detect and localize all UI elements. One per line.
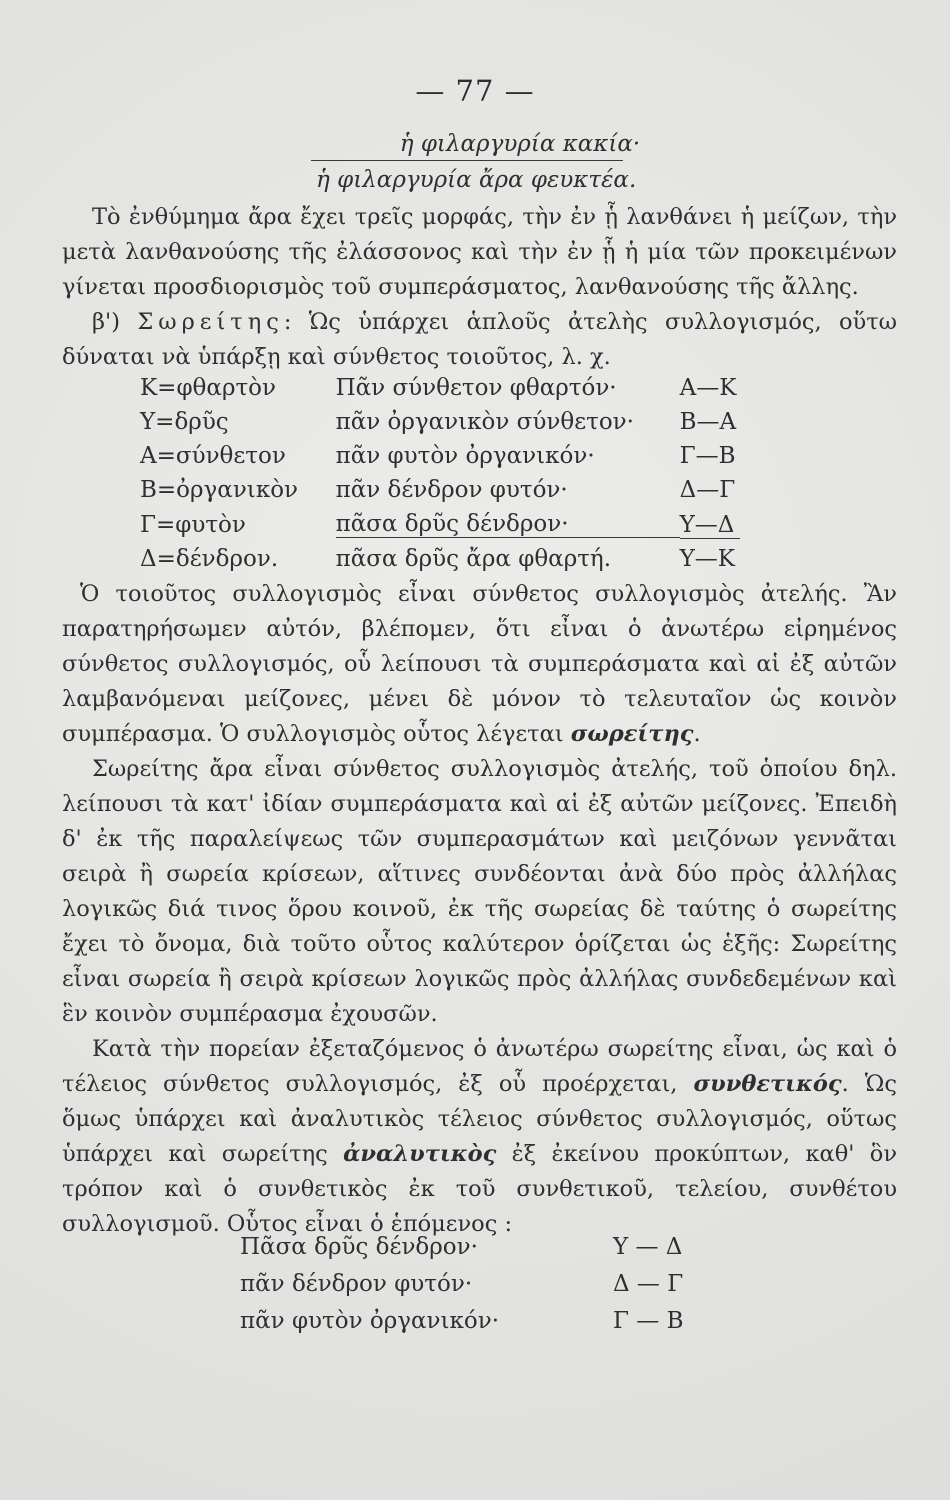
term-relation: Β—Α	[679, 409, 737, 435]
sorites-example-table	[140, 367, 800, 572]
table-row	[240, 1297, 733, 1334]
page-number: — 77 —	[415, 74, 535, 108]
term-relation: Γ — Β	[613, 1308, 684, 1334]
term-relation: Δ — Γ	[613, 1271, 684, 1297]
premise: πᾶν δένδρον φυτόν·	[240, 1271, 473, 1297]
section-intro-text: : Ὡς ὑπάρχει ἁπλοῦς ἀτελὴς συλλογισμός, οὕτω δύναται νὰ ὑπάρξῃ καὶ σύνθετος τοιοῦτος, λ. χ.	[62, 309, 897, 370]
premise: Πᾶν σύνθετον φθαρτόν·	[335, 375, 617, 401]
table-row	[240, 1260, 733, 1297]
premise: πᾶν δένδρον φυτόν·	[335, 477, 568, 503]
premise: πᾶσα δρῦς δένδρον·	[336, 503, 680, 538]
table-row	[140, 401, 800, 435]
paragraph-sorites-analysis: Ὁ τοιοῦτος συλλογισμὸς εἶναι σύνθετος συλλογισμὸς ἀτελής. Ἂν παρατηρήσωμεν αὐτόν, βλέπομεν, ὅτι εἶναι ὁ ἀνωτέρω εἰρημένος σύνθετος συλλογισμός, οὗ λείπουσι τὰ συμπεράσματα καὶ αἱ ἐξ αὐτῶν λαμβανόμεναι μείζονες, μένει δὲ μόνον τὸ τελευταῖον ὡς κοινὸν συμπέρασμα. Ὁ συλλογισμὸς οὗτος λέγεται σωρείτης.	[62, 581, 897, 747]
term-relation: Υ — Δ	[613, 1234, 683, 1260]
term-definition: Β=ὀργανικὸν	[140, 477, 299, 503]
term-definition: Γ=φυτὸν	[140, 511, 246, 538]
opening-conclusion: ἡ φιλαργυρία ἄρα φευκτέα.	[316, 167, 637, 193]
term-analytic: ἀναλυτικὸς	[343, 1141, 497, 1167]
paragraph-synthetic-analytic: Κατὰ τὴν πορείαν ἐξεταζόμενος ὁ ἀνωτέρω σωρείτης εἶναι, ὡς καὶ ὁ τέλειος σύνθετος συλλογισμός, ἐξ οὗ προέρχεται, συνθετικός. Ὡς ὅμως ὑπάρχει καὶ ἀναλυτικὸς τέλειος σύνθετος συλλογισμός, οὕτως ὑπάρχει καὶ σωρείτης ἀναλυτικὸς ἐξ ἐκείνου προκύπτων, καθ' ὃν τρόπον καὶ ὁ συνθετικὸς ἐκ τοῦ συνθετικοῦ, τελείου, συνθέτου συλλογισμοῦ. Οὗτος εἶναι ὁ ἑπόμενος :	[62, 1036, 898, 1237]
table-row	[140, 367, 800, 401]
term-definition: Υ=δρῦς	[140, 409, 229, 435]
term-synthetic: συνθετικός	[693, 1071, 842, 1097]
intro-section	[62, 200, 897, 375]
premise: πᾶν φυτὸν ὀργανικόν·	[335, 443, 595, 469]
term-relation: Υ—Δ	[680, 512, 741, 539]
paragraph-enthymeme: Τὸ ἐνθύμημα ἄρα ἔχει τρεῖς μορφάς, τὴν ἐν ᾗ λανθάνει ἡ μείζων, τὴν μετὰ λανθανούσης τῆς ἐλάσσονος καὶ τὴν ἐν ᾗ ἡ μία τῶν προκειμένων γίνεται προσδιορισμὸς τοῦ συμπεράσματος, λανθανούσης τῆς ἄλλης.	[62, 204, 897, 300]
table-row	[140, 469, 800, 503]
term-definition: Δ=δένδρον.	[140, 546, 279, 572]
paragraph-sorites-definition: Σωρείτης ἄρα εἶναι σύνθετος συλλογισμὸς ἀτελής, τοῦ ὁποίου δηλ. λείπουσι τὰ κατ' ἰδίαν συμπεράσματα καὶ αἱ ἐξ αὐτῶν μείζονες. Ἐπειδὴ δ' ἐκ τῆς παραλείψεως τῶν συμπερασμάτων καὶ μειζόνων γεννᾶται σειρὰ ἢ σωρεία κρίσεων, αἵτινες συνδέονται ἀνὰ δύο πρὸς ἀλλήλας λογικῶς διά τινος ὅρου κοινοῦ, ἐκ τῆς σωρείας δὲ ταύτης ὁ σωρείτης ἔχει τὸ ὄνομα, διὰ τοῦτο οὗτος καλύτερον ὁρίζεται ὡς ἑξῆς: Σωρείτης εἶναι σωρεία ἢ σειρὰ κρίσεων λογικῶς πρὸς ἀλλήλας συνδεδεμένων καὶ ἓν κοινὸν συμπέρασμα ἐχουσῶν.	[62, 756, 897, 1027]
term-relation: Υ—Κ	[679, 546, 735, 572]
premise: πᾶν φυτὸν ὀργανικόν·	[240, 1308, 500, 1334]
table-row	[140, 503, 800, 538]
analytic-sorites-table	[240, 1223, 733, 1334]
table-row	[140, 435, 800, 469]
term-relation: Α—Κ	[679, 375, 737, 401]
premise: πᾶν ὀργανικὸν σύνθετον·	[335, 409, 634, 435]
section-label: β')	[92, 309, 138, 335]
table-row	[140, 538, 800, 573]
section-term: Σωρείτης	[137, 309, 284, 335]
term-definition: Κ=φθαρτὸν	[140, 375, 277, 401]
term-soreites: σωρείτης	[570, 721, 694, 747]
term-relation: Γ—Β	[679, 443, 736, 469]
table-row	[240, 1223, 733, 1260]
opening-premise: ἡ φιλαργυρία κακία·	[399, 131, 641, 157]
term-definition: Α=σύνθετον	[140, 443, 286, 469]
conclusion: πᾶσα δρῦς ἄρα φθαρτή.	[335, 546, 612, 572]
paragraph-sorites-intro	[62, 305, 897, 375]
premise: Πᾶσα δρῦς δένδρον·	[240, 1234, 478, 1260]
main-section	[62, 577, 897, 1242]
opening-syllogism	[0, 128, 950, 199]
term-relation: Δ—Γ	[679, 477, 736, 503]
